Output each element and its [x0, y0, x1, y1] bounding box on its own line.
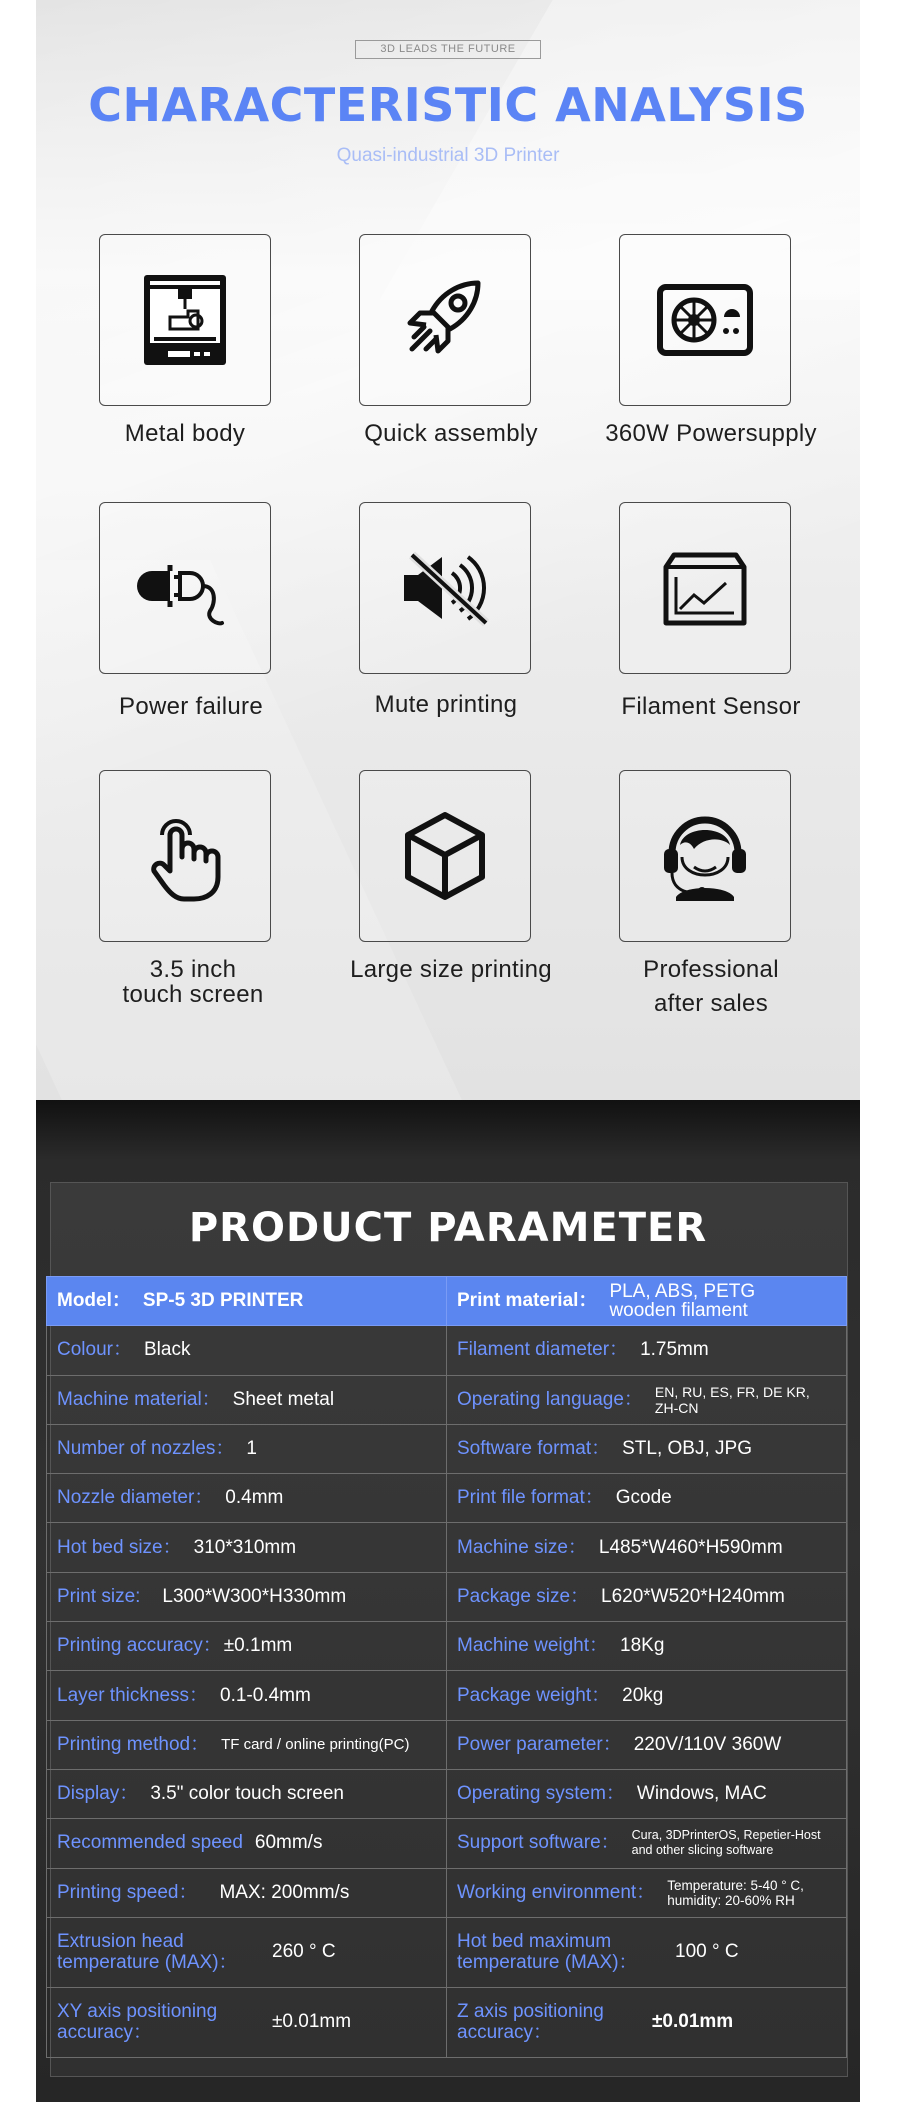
sensor-box-icon	[650, 533, 760, 643]
feature-icon-box	[359, 502, 531, 674]
param-key: Number of nozzles：	[57, 1438, 235, 1460]
feature-label: Quick assembly	[364, 420, 538, 447]
param-key: Filament diameter：	[457, 1339, 629, 1361]
param-key: Support software：	[457, 1832, 620, 1854]
table-cell	[47, 1326, 447, 1375]
feature-label: Large size printing	[350, 956, 552, 983]
param-value: 60mm/s	[254, 1832, 323, 1854]
param-key: XY axis positioning accuracy：	[57, 2001, 218, 2044]
table-cell	[47, 1277, 447, 1326]
feature-label: Metal body	[124, 420, 246, 447]
param-key: Printing accuracy：	[57, 1635, 222, 1657]
table-cell	[47, 1375, 447, 1424]
param-key: Display：	[57, 1783, 139, 1805]
mute-speaker-icon	[390, 533, 500, 643]
param-key: Print material：	[457, 1290, 598, 1312]
param-value: 220V/110V 360W	[633, 1733, 782, 1755]
table-cell	[447, 1277, 847, 1326]
table-row	[47, 1868, 847, 1917]
param-key: Working environment：	[457, 1881, 656, 1903]
table-cell	[47, 1424, 447, 1473]
feature-icon-box	[619, 770, 791, 942]
param-key: Package weight：	[457, 1684, 611, 1706]
feature-label	[63, 955, 323, 1010]
param-value: TF card / online printing(PC)	[221, 1735, 410, 1753]
param-key: Print size:	[57, 1585, 141, 1607]
param-value: 310*310mm	[193, 1536, 297, 1558]
table-row	[47, 1671, 847, 1720]
param-key: Machine material：	[57, 1388, 221, 1410]
printer-icon	[130, 265, 240, 375]
table-cell	[47, 1819, 447, 1868]
table-cell	[447, 1720, 847, 1769]
table-row	[47, 1277, 847, 1326]
param-key: Recommended speed	[57, 1832, 243, 1854]
section-subtitle: Quasi-industrial 3D Printer	[336, 145, 560, 166]
table-row	[47, 1819, 847, 1868]
table-row	[47, 1523, 847, 1572]
param-value: MAX: 200mm/s	[219, 1881, 350, 1903]
param-value: L620*W520*H240mm	[601, 1585, 785, 1607]
table-row	[47, 1572, 847, 1621]
table-cell	[447, 1868, 847, 1917]
param-key: Colour：	[57, 1339, 132, 1361]
param-value: Black	[143, 1339, 191, 1361]
table-cell	[47, 1523, 447, 1572]
param-key: Operating language：	[457, 1388, 643, 1410]
param-value: 0.4mm	[225, 1487, 284, 1509]
param-key: Operating system：	[457, 1783, 625, 1805]
feature-label	[581, 955, 841, 1019]
param-value: SP-5 3D PRINTER	[142, 1290, 304, 1312]
param-value: L485*W460*H590mm	[598, 1536, 783, 1558]
param-key: Package size：	[457, 1585, 590, 1607]
table-row	[47, 1474, 847, 1523]
param-key: Print file format：	[457, 1487, 604, 1509]
table-cell	[447, 1622, 847, 1671]
table-cell	[47, 1987, 447, 2057]
table-cell	[47, 1671, 447, 1720]
table-cell	[447, 1424, 847, 1473]
headset-agent-icon	[650, 801, 760, 911]
param-value: 3.5" color touch screen	[150, 1783, 344, 1805]
table-cell	[447, 1769, 847, 1818]
feature-label-line: touch screen	[122, 981, 264, 1008]
table-cell	[47, 1720, 447, 1769]
table-row	[47, 1375, 847, 1424]
table-row	[47, 1987, 847, 2057]
parameter-section	[36, 1100, 860, 2102]
table-cell	[447, 1917, 847, 1987]
table-row	[47, 1917, 847, 1987]
param-value: PLA, ABS, PETG wooden filament	[609, 1281, 756, 1322]
param-value: Cura, 3DPrinterOS, Repetier-Host and other slicing software	[631, 1828, 821, 1858]
param-key: Machine size：	[457, 1536, 587, 1558]
feature-label: 360W Powersupply	[605, 420, 817, 447]
param-key: Printing speed：	[57, 1881, 198, 1903]
feature-label-line: Professional	[643, 956, 779, 983]
feature-icon-box	[359, 234, 531, 406]
table-row	[47, 1622, 847, 1671]
param-key: Nozzle diameter：	[57, 1487, 214, 1509]
param-key: Software format：	[457, 1438, 611, 1460]
param-key: Machine weight：	[457, 1635, 609, 1657]
param-value: L300*W300*H330mm	[162, 1585, 347, 1607]
power-supply-icon	[650, 265, 760, 375]
param-key: Z axis positioning accuracy：	[457, 2001, 604, 2044]
plug-icon	[130, 533, 240, 643]
param-value: Gcode	[615, 1487, 672, 1509]
param-value: Sheet metal	[232, 1388, 335, 1410]
table-cell	[47, 1622, 447, 1671]
param-value: 1	[246, 1438, 257, 1460]
table-cell	[47, 1868, 447, 1917]
table-cell	[447, 1326, 847, 1375]
table-cell	[447, 1671, 847, 1720]
section-title: CHARACTERISTIC ANALYSIS	[88, 78, 808, 132]
feature-icon-box	[619, 234, 791, 406]
param-value: 0.1-0.4mm	[220, 1684, 311, 1706]
table-cell	[47, 1474, 447, 1523]
table-cell	[47, 1769, 447, 1818]
parameter-table	[46, 1276, 847, 2058]
param-key: Layer thickness：	[57, 1684, 209, 1706]
table-cell	[447, 1987, 847, 2057]
param-value: EN, RU, ES, FR, DE KR, ZH-CN	[654, 1383, 810, 1416]
feature-label: Power failure	[119, 693, 263, 720]
table-cell	[447, 1375, 847, 1424]
feature-icon-box	[359, 770, 531, 942]
param-value: 20kg	[622, 1684, 664, 1706]
param-value: 100 ° C	[675, 1941, 739, 1963]
feature-label: Filament Sensor	[621, 693, 801, 720]
param-key: Extrusion head temperature (MAX)：	[57, 1931, 238, 1974]
param-value: 1.75mm	[640, 1339, 709, 1361]
param-value: Windows, MAC	[636, 1783, 767, 1805]
param-value: ±0.01mm	[652, 2011, 734, 2033]
feature-icon-box	[99, 502, 271, 674]
param-key: Printing method：	[57, 1733, 210, 1755]
param-value: 18Kg	[620, 1635, 665, 1657]
feature-icon-box	[619, 502, 791, 674]
table-cell	[447, 1474, 847, 1523]
table-row	[47, 1769, 847, 1818]
param-key: Hot bed size：	[57, 1536, 182, 1558]
param-value: ±0.01mm	[272, 2011, 352, 2033]
characteristic-section	[36, 0, 860, 1100]
tagline: 3D LEADS THE FUTURE	[355, 40, 541, 59]
param-value: STL, OBJ, JPG	[622, 1438, 752, 1460]
table-row	[47, 1326, 847, 1375]
param-value: 260 ° C	[272, 1941, 336, 1963]
table-cell	[447, 1523, 847, 1572]
parameter-title: PRODUCT PARAMETER	[188, 1205, 708, 1251]
table-cell	[447, 1572, 847, 1621]
table-cell	[447, 1819, 847, 1868]
param-key: Power parameter：	[457, 1733, 622, 1755]
param-value: ±0.1mm	[223, 1635, 293, 1657]
feature-label: Mute printing	[374, 691, 518, 718]
table-cell	[47, 1917, 447, 1987]
feature-label-line: after sales	[653, 990, 769, 1017]
table-row	[47, 1720, 847, 1769]
feature-icon-box	[99, 770, 271, 942]
table-cell	[47, 1572, 447, 1621]
rocket-icon	[390, 265, 500, 375]
touch-hand-icon	[130, 801, 240, 911]
cube-icon	[390, 801, 500, 911]
param-key: Hot bed maximum temperature (MAX)：	[457, 1931, 638, 1974]
feature-icon-box	[99, 234, 271, 406]
param-key: Model：	[57, 1290, 131, 1312]
feature-label-line: 3.5 inch	[149, 956, 237, 983]
param-value: Temperature: 5-40 ° C, humidity: 20-60% RH	[667, 1877, 804, 1908]
table-row	[47, 1424, 847, 1473]
